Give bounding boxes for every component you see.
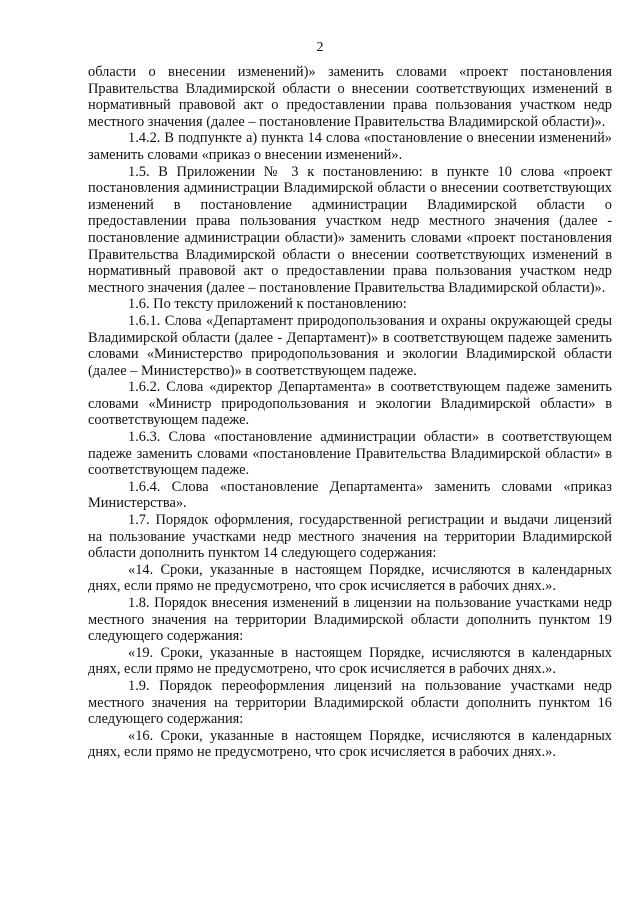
paragraph-1-5: 1.5. В Приложении № 3 к постановлению: в пункте 10 слова «проект постановления администрации Владимирской области о внесении соответствующих изменений в постановление администрации Владимирской области о предоставлении права пользования участком недр местного значения (далее - постановление администрации области)» заменить словами «проект постановления Правительства Владимирской области о внесении соответствующих изменений в нормативный правовой акт о предоставлении права пользования участком недр местного значения (далее – постановление Правительства Владимирской области)». — [88, 163, 612, 296]
paragraph-1-6-1: 1.6.1. Слова «Департамент природопользования и охраны окружающей среды Владимирской области (далее - Департамент)» в соответствующем падеже заменить словами «Министерство природопользования и экологии Владимирской области (далее – Министерство)» в соответствующем падеже. — [88, 312, 612, 379]
paragraph-1-4-2: 1.4.2. В подпункте а) пункта 14 слова «постановление о внесении изменений» заменить словами «приказ о внесении изменений». — [88, 130, 612, 163]
paragraph-continuation: области о внесении изменений)» заменить словами «проект постановления Правительства Владимирской области о внесении соответствующих изменений в нормативный правовой акт о предоставлении права пользования участком недр местного значения (далее – постановление Правительства Владимирской области)». — [88, 64, 612, 130]
paragraph-1-6: 1.6. По тексту приложений к постановлению: — [128, 296, 407, 313]
paragraph-1-9: 1.9. Порядок переоформления лицензий на пользование участками недр местного значения на территории Владимирской области дополнить пунктом 16 следующего содержания: — [88, 677, 612, 728]
quote-point-14: «14. Сроки, указанные в настоящем Порядке, исчисляются в календарных днях, если прямо не предусмотрено, что срок исчисляется в рабочих днях.». — [88, 561, 612, 595]
paragraph-1-6-3: 1.6.3. Слова «постановление администрации области» в соответствующем падеже заменить словами «постановление Правительства Владимирской области» в соответствующем падеже. — [88, 429, 612, 479]
paragraph-1-6-4: 1.6.4. Слова «постановление Департамента» заменить словами «приказ Министерства». — [88, 478, 612, 512]
paragraph-1-8: 1.8. Порядок внесения изменений в лицензии на пользование участками недр местного значения на территории Владимирской области дополнить пунктом 19 следующего содержания: — [88, 595, 612, 645]
paragraph-1-7: 1.7. Порядок оформления, государственной регистрации и выдачи лицензий на пользование участками недр местного значения на территории Владимирской области дополнить пунктом 14 следующего содержания: — [88, 512, 612, 562]
document-body — [88, 64, 612, 761]
quote-point-19: «19. Сроки, указанные в настоящем Порядке, исчисляются в календарных днях, если прямо не предусмотрено, что срок исчисляется в рабочих днях.». — [88, 644, 612, 678]
paragraph-1-6-2: 1.6.2. Слова «директор Департамента» в соответствующем падеже заменить словами «Министр природопользования и экологии Владимирской области» в соответствующем падеже. — [88, 379, 612, 429]
page-number: 2 — [316, 40, 324, 55]
quote-point-16: «16. Сроки, указанные в настоящем Порядке, исчисляются в календарных днях, если прямо не предусмотрено, что срок исчисляется в рабочих днях.». — [88, 727, 612, 761]
